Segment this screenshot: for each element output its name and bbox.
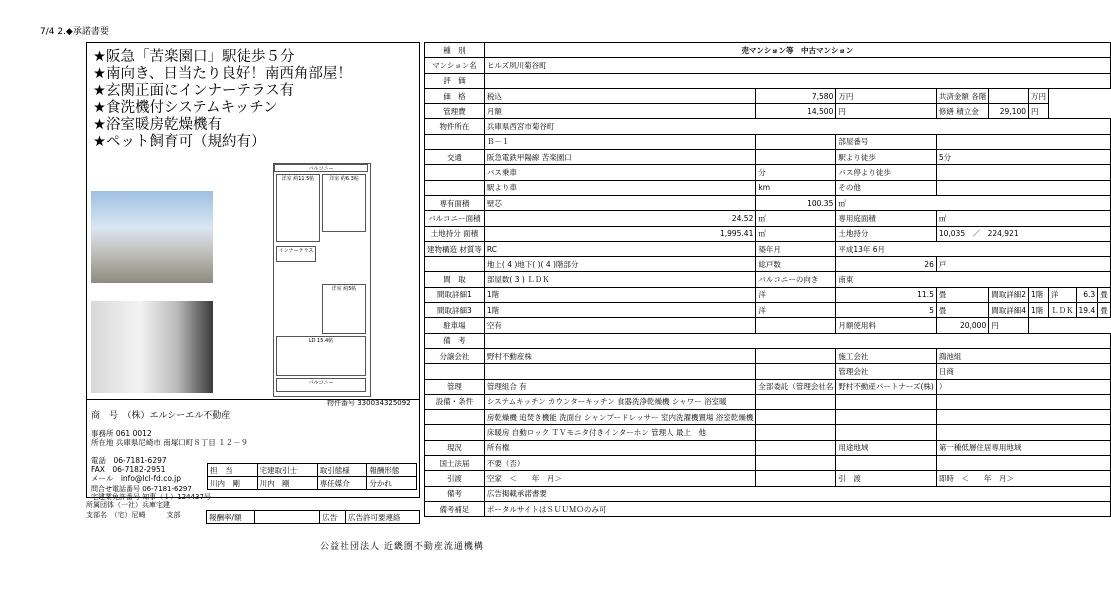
spec-value: 畳 bbox=[936, 303, 988, 318]
spec-label bbox=[425, 425, 485, 440]
commission-label: 報酬率/額 bbox=[207, 511, 255, 524]
spec-value: 1階 bbox=[1029, 287, 1049, 302]
spec-value bbox=[756, 364, 836, 379]
spec-value: 1階 bbox=[1029, 303, 1049, 318]
plan-room: 洋室 約11.5帖 bbox=[276, 174, 320, 242]
spec-row bbox=[425, 471, 1111, 486]
spec-value: バルコニーの向き bbox=[756, 272, 836, 287]
spec-row bbox=[425, 272, 1111, 287]
spec-value: 分 bbox=[756, 165, 836, 180]
spec-value: 19.4 bbox=[1076, 303, 1098, 318]
property-number: 物件番号 330034325092 bbox=[327, 399, 411, 407]
fax: FAX 06-7182-2951 bbox=[91, 465, 166, 474]
spec-row bbox=[425, 43, 1111, 58]
spec-value: 万円 bbox=[1029, 88, 1049, 103]
spec-row bbox=[425, 394, 1111, 409]
spec-value: 洋 bbox=[756, 287, 836, 302]
spec-value: 総戸数 bbox=[756, 257, 836, 272]
spec-value: 10,035 ／ 224,921 bbox=[936, 226, 1110, 241]
spec-label bbox=[425, 364, 485, 379]
spec-value: 日商 bbox=[936, 364, 1110, 379]
spec-value: ） bbox=[936, 379, 1110, 394]
spec-table bbox=[424, 42, 1111, 517]
spec-value bbox=[756, 425, 836, 440]
spec-label: 種 別 bbox=[425, 43, 485, 58]
assoc: 所属団体（一社）兵庫宅建 bbox=[86, 501, 170, 509]
agent-td: 川内 剛 bbox=[208, 477, 258, 490]
floor-plan bbox=[273, 163, 371, 397]
spec-value: RC bbox=[484, 241, 755, 256]
spec-value: 管理組合 有 bbox=[484, 379, 755, 394]
spec-value: 間取詳細2 bbox=[989, 287, 1029, 302]
spec-row bbox=[425, 104, 1111, 119]
spec-label: 備考補足 bbox=[425, 501, 485, 516]
spec-value: 空有 bbox=[484, 318, 755, 333]
spec-value: 14,500 bbox=[756, 104, 836, 119]
spec-label: 引渡 bbox=[425, 471, 485, 486]
spec-label: 管理 bbox=[425, 379, 485, 394]
interior-photo bbox=[91, 301, 213, 393]
spec-value bbox=[756, 456, 836, 471]
spec-row bbox=[425, 58, 1111, 73]
spec-value: バス乗車 bbox=[484, 165, 755, 180]
spec-row bbox=[425, 226, 1111, 241]
building-photo bbox=[91, 191, 213, 283]
address: 所在地 兵庫県尼崎市 南塚口町８丁目 １２－９ bbox=[91, 438, 249, 447]
tel: 電話 06-7181-6297 bbox=[91, 456, 167, 465]
spec-value: 施工会社 bbox=[836, 348, 936, 363]
spec-value: 11.5 bbox=[836, 287, 936, 302]
feature-item: ★浴室暖房乾燥機有 bbox=[93, 117, 222, 133]
spec-row bbox=[425, 257, 1111, 272]
spec-value bbox=[756, 440, 836, 455]
agent-td: 分かれ bbox=[367, 477, 417, 490]
spec-value: 円 bbox=[1029, 104, 1049, 119]
spec-label bbox=[425, 410, 485, 425]
spec-value: 築年月 bbox=[756, 241, 836, 256]
spec-value: 洋 bbox=[756, 303, 836, 318]
spec-label bbox=[425, 165, 485, 180]
spec-label: 建物構造 材質等 bbox=[425, 241, 485, 256]
spec-value: 専用庭面積 bbox=[836, 211, 936, 226]
spec-value: 20,000 bbox=[936, 318, 988, 333]
ad-label: 広告 bbox=[320, 511, 346, 524]
spec-label: 評 価 bbox=[425, 73, 485, 88]
spec-value: ㎡ bbox=[756, 211, 836, 226]
spec-value bbox=[756, 318, 836, 333]
spec-row bbox=[425, 425, 1111, 440]
inquiry: 問合せ電話番号 06-7181-6297 bbox=[91, 485, 192, 493]
spec-row bbox=[425, 364, 1111, 379]
spec-value bbox=[936, 410, 1110, 425]
spec-row bbox=[425, 88, 1111, 103]
spec-value: 広告掲載承諾書要 bbox=[484, 486, 1110, 501]
spec-value: 畳 bbox=[1098, 303, 1111, 318]
spec-row bbox=[425, 440, 1111, 455]
flyer-panel bbox=[86, 42, 420, 501]
commission-value bbox=[255, 511, 320, 524]
mail: メール info@lcl-fd.co.jp bbox=[91, 474, 182, 483]
spec-label: 土地持分 面積 bbox=[425, 226, 485, 241]
commission-table bbox=[206, 510, 420, 524]
spec-row bbox=[425, 134, 1111, 149]
spec-value bbox=[756, 410, 836, 425]
spec-label: 備 考 bbox=[425, 333, 485, 348]
spec-label: 駐車場 bbox=[425, 318, 485, 333]
spec-label bbox=[425, 134, 485, 149]
spec-value bbox=[989, 88, 1029, 103]
spec-label: 分譲会社 bbox=[425, 348, 485, 363]
spec-label bbox=[425, 180, 485, 195]
spec-value: 壁芯 bbox=[484, 195, 755, 210]
spec-value bbox=[936, 134, 1110, 149]
spec-value: 7,580 bbox=[756, 88, 836, 103]
spec-value: 24.52 bbox=[484, 211, 755, 226]
spec-value bbox=[936, 394, 1110, 409]
spec-value: ポータルサイトはＳＵＵＭＯのみ可 bbox=[484, 501, 1110, 516]
spec-value: 平成13年 6月 bbox=[836, 241, 1110, 256]
spec-value: 所有権 bbox=[484, 440, 755, 455]
spec-value bbox=[936, 425, 1110, 440]
spec-label: バルコニー面積 bbox=[425, 211, 485, 226]
footer: 公益社団法人 近畿圏不動産流通機構 bbox=[320, 542, 484, 552]
plan-ld: LD 15.4帖 bbox=[276, 336, 366, 376]
spec-value: バス停より徒歩 bbox=[836, 165, 936, 180]
license: 事務所 061 0012 bbox=[91, 429, 152, 438]
spec-value: 26 bbox=[836, 257, 936, 272]
spec-row bbox=[425, 241, 1111, 256]
spec-value bbox=[936, 456, 1110, 471]
spec-value: ㎡ bbox=[756, 226, 836, 241]
plan-terrace: インナーテラス bbox=[276, 246, 316, 262]
spec-value: 売マンション等 中古マンション bbox=[484, 43, 1110, 58]
spec-panel bbox=[424, 42, 1108, 530]
spec-row bbox=[425, 180, 1111, 195]
branch: 支部名 （宅）尼崎 支部 bbox=[86, 511, 181, 519]
spec-value bbox=[756, 394, 836, 409]
spec-value bbox=[936, 180, 1110, 195]
header: 7/4 2.◆承諾書要 bbox=[40, 27, 109, 37]
spec-value: 畳 bbox=[1098, 287, 1111, 302]
spec-value: 鴻池組 bbox=[936, 348, 1110, 363]
spec-value: 管理会社 bbox=[836, 364, 936, 379]
spec-row bbox=[425, 73, 1111, 88]
spec-value: 部屋数( 3 ) ＬＤＫ bbox=[484, 272, 755, 287]
spec-label: 設備・条件 bbox=[425, 394, 485, 409]
spec-value: システムキッチン カウンターキッチン 食器洗浄乾燥機 シャワー 浴室暖 bbox=[484, 394, 755, 409]
plan-balcony: バルコニー bbox=[274, 164, 368, 172]
spec-value: 不要（否） bbox=[484, 456, 755, 471]
spec-row bbox=[425, 211, 1111, 226]
spec-value: 畳 bbox=[936, 287, 988, 302]
spec-value: その他 bbox=[836, 180, 936, 195]
spec-value bbox=[936, 165, 1110, 180]
plan-balcony: バルコニー bbox=[276, 378, 366, 392]
spec-value: ＬＤＫ bbox=[1049, 303, 1077, 318]
feature-item: ★玄関正面にインナーテラス有 bbox=[93, 83, 295, 99]
spec-value: 引 渡 bbox=[836, 471, 936, 486]
spec-value bbox=[484, 73, 1110, 88]
spec-value: 南東 bbox=[836, 272, 1110, 287]
spec-value: 即時 ＜ 年 月＞ bbox=[936, 471, 1110, 486]
spec-row bbox=[425, 501, 1111, 516]
spec-value: 野村不動産パートナーズ(株) bbox=[836, 379, 936, 394]
spec-label: 管理費 bbox=[425, 104, 485, 119]
spec-value: km bbox=[756, 180, 836, 195]
spec-value: 月額使用料 bbox=[836, 318, 936, 333]
spec-value bbox=[756, 348, 836, 363]
spec-value: 共済金額 各階 bbox=[936, 88, 988, 103]
spec-row bbox=[425, 165, 1111, 180]
spec-value bbox=[836, 456, 936, 471]
spec-value: 万円 bbox=[836, 88, 936, 103]
spec-value: 1,995.41 bbox=[484, 226, 755, 241]
spec-value: 5 bbox=[836, 303, 936, 318]
spec-row bbox=[425, 410, 1111, 425]
spec-value: 房乾燥機 追焚き機能 洗面台 シャンプードレッサー 室内洗濯機置場 浴室乾燥機 bbox=[484, 410, 755, 425]
spec-value bbox=[484, 364, 755, 379]
spec-value: 6.3 bbox=[1076, 287, 1098, 302]
agent-th: 取引態様 bbox=[317, 464, 367, 477]
spec-row bbox=[425, 119, 1111, 134]
spec-value: 土地持分 bbox=[836, 226, 936, 241]
spec-row bbox=[425, 287, 1111, 302]
agent-th: 宅建取引士 bbox=[257, 464, 317, 477]
spec-value: ㎡ bbox=[936, 211, 1110, 226]
spec-value: 床暖房 自動ロック ＴＶモニタ付きインターホン 管理人 最上 他 bbox=[484, 425, 755, 440]
spec-value: 野村不動産株 bbox=[484, 348, 755, 363]
spec-value: 空家 ＜ 年 月＞ bbox=[484, 471, 755, 486]
spec-row bbox=[425, 150, 1111, 165]
agent-table bbox=[207, 463, 417, 490]
spec-label: 国土法届 bbox=[425, 456, 485, 471]
spec-value: ヒルズ夙川菊谷町 bbox=[484, 58, 1110, 73]
spec-row bbox=[425, 486, 1111, 501]
spec-value: 用途地域 bbox=[836, 440, 936, 455]
spec-value bbox=[756, 134, 836, 149]
agent-th: 報酬形態 bbox=[367, 464, 417, 477]
spec-value: 1階 bbox=[484, 303, 755, 318]
feature-item: ★南向き、日当たり良好！南西角部屋！ bbox=[93, 66, 352, 82]
spec-value: 地上( 4 )地下( )( 4 )階部分 bbox=[484, 257, 755, 272]
spec-value bbox=[756, 471, 836, 486]
spec-label: 備考 bbox=[425, 486, 485, 501]
feature-list bbox=[93, 49, 352, 151]
spec-value: 100.35 bbox=[756, 195, 836, 210]
spec-value: 部屋番号 bbox=[836, 134, 936, 149]
ad-value: 広告許可要連絡 bbox=[346, 511, 420, 524]
spec-value: 29,100 bbox=[989, 104, 1029, 119]
spec-row bbox=[425, 303, 1111, 318]
spec-value: ㎡ bbox=[836, 195, 1110, 210]
spec-row bbox=[425, 333, 1111, 348]
spec-value bbox=[836, 410, 936, 425]
spec-value bbox=[756, 150, 836, 165]
spec-value: 兵庫県西宮市菊谷町 bbox=[484, 119, 1110, 134]
feature-item: ★ペット飼育可（規約有） bbox=[93, 134, 266, 150]
company-name: 商 号 （株）エルシーエル不動産 bbox=[91, 411, 231, 421]
spec-value: 戸 bbox=[936, 257, 1110, 272]
spec-label: 間取詳細1 bbox=[425, 287, 485, 302]
spec-label: 物件所在 bbox=[425, 119, 485, 134]
agent-th: 担 当 bbox=[208, 464, 258, 477]
spec-value: 修繕 積立金 bbox=[936, 104, 988, 119]
agent-td: 川内 剛 bbox=[257, 477, 317, 490]
spec-label: 交通 bbox=[425, 150, 485, 165]
spec-value: 阪急電鉄甲陽線 苦楽園口 bbox=[484, 150, 755, 165]
feature-item: ★食洗機付システムキッチン bbox=[93, 100, 278, 116]
reg-number: 宅建業免許番号 知事（１）124437号 bbox=[91, 493, 211, 501]
spec-row bbox=[425, 456, 1111, 471]
plan-room: 洋室 約6.3帖 bbox=[322, 174, 366, 232]
spec-value: 1階 bbox=[484, 287, 755, 302]
spec-value bbox=[836, 394, 936, 409]
spec-value: 月額 bbox=[484, 104, 755, 119]
spec-row bbox=[425, 318, 1111, 333]
spec-value: Ｂ－１ bbox=[484, 134, 755, 149]
feature-item: ★阪急「苦楽園口」駅徒歩５分 bbox=[93, 49, 295, 65]
agent-td: 専任媒介 bbox=[317, 477, 367, 490]
spec-value: 全部委託（管理会社名 bbox=[756, 379, 836, 394]
agent-info bbox=[87, 399, 419, 500]
plan-room: 洋室 約5帖 bbox=[322, 284, 366, 334]
spec-row bbox=[425, 348, 1111, 363]
spec-value: 駅より車 bbox=[484, 180, 755, 195]
spec-value: 駅より徒歩 bbox=[836, 150, 936, 165]
spec-value: 洋 bbox=[1049, 287, 1077, 302]
spec-label: 価 格 bbox=[425, 88, 485, 103]
spec-label bbox=[425, 257, 485, 272]
spec-row bbox=[425, 379, 1111, 394]
spec-value: 第一種低層住居専用地域 bbox=[936, 440, 1110, 455]
spec-label: 専有面積 bbox=[425, 195, 485, 210]
spec-value bbox=[836, 425, 936, 440]
spec-label: 間取詳細3 bbox=[425, 303, 485, 318]
spec-value bbox=[484, 333, 1110, 348]
spec-label: マンション名 bbox=[425, 58, 485, 73]
spec-value: 税込 bbox=[484, 88, 755, 103]
spec-row bbox=[425, 195, 1111, 210]
spec-value: 間取詳細4 bbox=[989, 303, 1029, 318]
spec-value: 円 bbox=[989, 318, 1029, 333]
spec-value: 5分 bbox=[936, 150, 1110, 165]
spec-value: 円 bbox=[836, 104, 936, 119]
spec-label: 現況 bbox=[425, 440, 485, 455]
spec-label: 間 取 bbox=[425, 272, 485, 287]
